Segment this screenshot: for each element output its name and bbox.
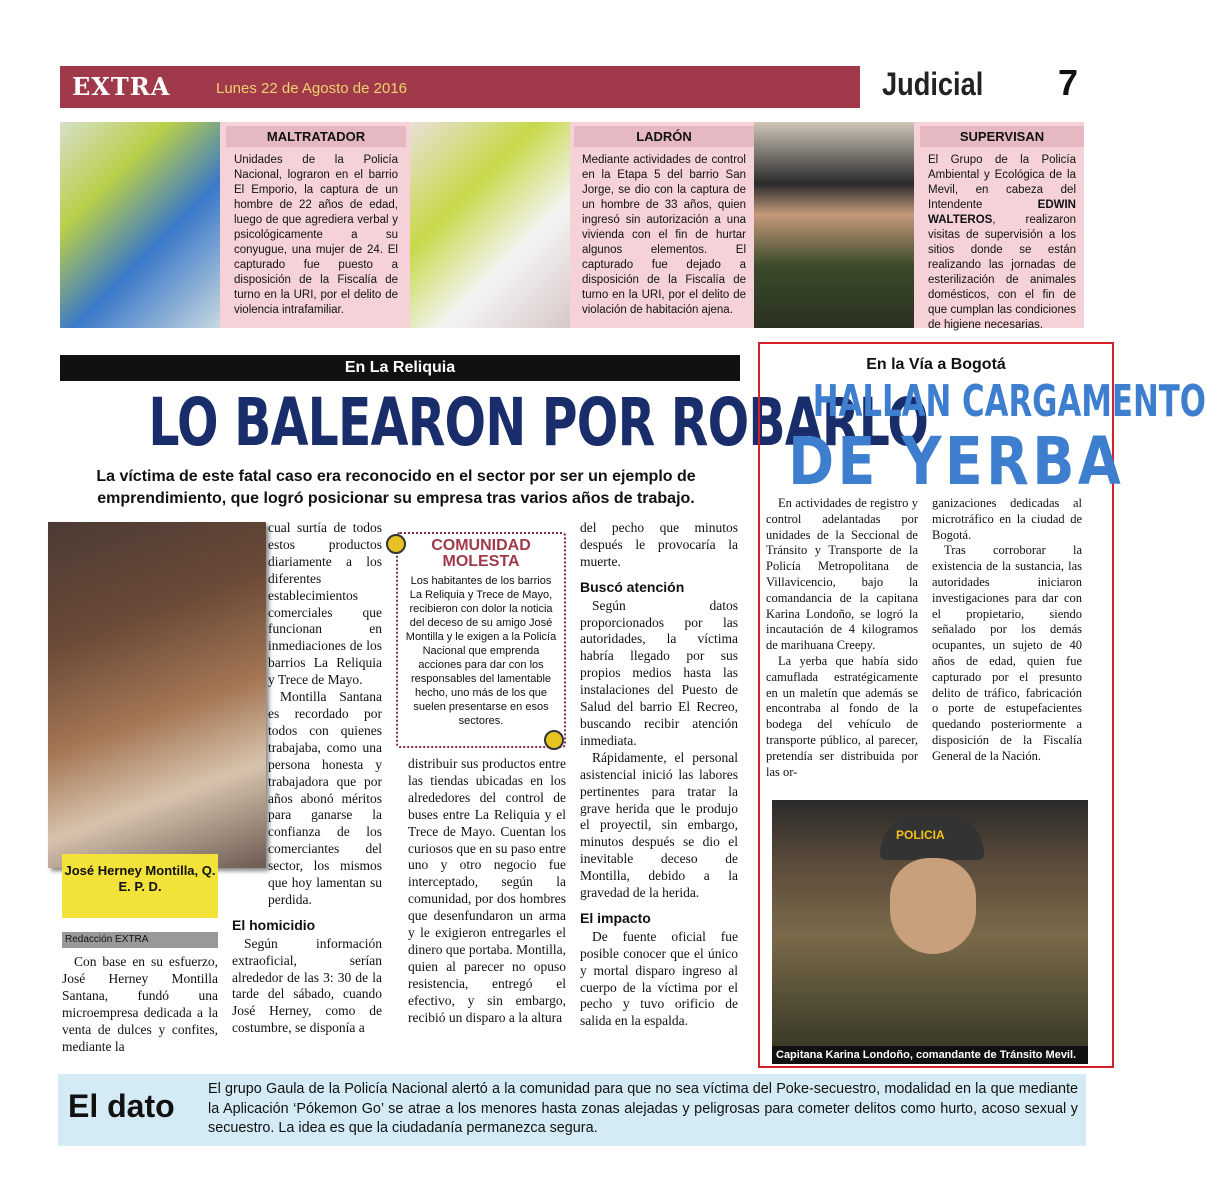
- captain-photo: [772, 800, 1088, 1046]
- paragraph: cual surtía de todos estos productos diariamente a los diferentes establecimientos comerciales que funcionan en inmediaciones de los barrios La Reliquia y Trece de Mayo.: [268, 520, 382, 688]
- side-article-column-1: [766, 496, 918, 780]
- brief-supervisan: [920, 122, 1084, 331]
- paragraph: De fuente oficial fue posible conocer que el único y mortal disparo ingreso al cuerpo de la víctima por el pecho y tuvo orificio de salida en la espalda.: [580, 928, 738, 1029]
- main-article-column-3: [408, 756, 566, 1027]
- briefs-strip: [60, 122, 1084, 331]
- main-article-headline: LO BALEARON POR ROBARLO: [148, 384, 929, 461]
- paragraph: Según datos proporcionados por las autoridades, la víctima habría llegado por sus propios medios hasta las instalaciones del Puesto de Salud del barrio El Recreo, buscando recibir atención inmediata.: [580, 597, 738, 748]
- brief-body-name: EDWIN WALTEROS: [928, 199, 1076, 226]
- main-article-column-2: [232, 520, 382, 1037]
- paragraph: La yerba que había sido camuflada estratégicamente en un maletín que además se encontraba al fondo de la bodega del vehículo de transporte público, al parecer, pretendía ser distribuida por las or-: [766, 653, 918, 779]
- subheading-busco-atencion: Buscó atención: [580, 578, 685, 595]
- decorative-dot-icon: [544, 730, 564, 750]
- section-title: Judicial: [882, 66, 984, 102]
- captain-face: [890, 858, 976, 954]
- el-dato-text: El grupo Gaula de la Policía Nacional alertó a la comunidad para que no sea víctima del Poke-secuestro, modalidad en la que mediante la Aplicación ‘Pókemon Go’ se atrae a los menores hasta zonas alejadas y peligrosas para cometer delitos como hurto, acoso sexual y secuestro. La idea es que la ciudadanía permanezca segura.: [208, 1081, 1078, 1136]
- brief-ladron: [574, 122, 754, 328]
- subheading-homicidio: El homicidio: [232, 916, 316, 933]
- byline: Redacción EXTRA: [62, 932, 218, 948]
- brief-maltratador: [226, 122, 406, 328]
- paragraph: del pecho que minutos después le provocaría la muerte.: [580, 520, 738, 569]
- brief-title: MALTRATADOR: [226, 126, 406, 147]
- brief-photo-maltratador: [60, 122, 220, 328]
- side-article-column-2: [932, 496, 1082, 765]
- side-article-headline-line-1: HALLAN CARGAMENTO: [812, 376, 1206, 427]
- main-article-column-4: [580, 520, 738, 1030]
- brief-photo-ladron: [410, 122, 570, 328]
- victim-photo-caption: José Herney Montilla, Q. E. P. D.: [62, 854, 218, 918]
- paragraph: Con base en su esfuerzo, José Herney Montilla Santana, fundó una microempresa dedicada a la venta de dulces y confites, mediante la: [62, 954, 218, 1054]
- section-box: [860, 62, 1084, 108]
- subheading-el-impacto: El impacto: [580, 909, 651, 926]
- paragraph: ganizaciones dedicadas al microtráfico en la ciudad de Bogotá.: [932, 496, 1082, 542]
- side-article-headline-line-2: DE YERBA: [788, 423, 1125, 500]
- brief-body-start: El Grupo de la Policía Ambiental y Ecológica de la Mevil, en cabeza del Intendente: [928, 154, 1076, 211]
- paragraph: Según información extraoficial, serían alrededor de las 3: 30 de la tarde del sábado, cuando José Herney, como de costumbre, se disponía a: [232, 935, 382, 1036]
- police-cap: [880, 814, 984, 860]
- paragraph: Tras corroborar la existencia de la sustancia, las autoridades iniciaron investigaciones para dar con el propietario, siendo señalado por los demás ocupantes, un sujeto de 40 años de edad, quien fue capturado por el presunto delito de tráfico, fabricación o porte de estupefacientes quedando posteriormente a disposición de la Fiscalía General de la Nación.: [932, 543, 1082, 763]
- brief-photo-supervisan: [754, 122, 914, 328]
- main-article-column-1: [62, 954, 218, 1055]
- side-article: [758, 342, 1206, 1068]
- brief-body: Mediante actividades de control en la Etapa 5 del barrio San Jorge, se dio con la captura de un hombre de 33 años, quien ingresó sin autorización a una vivienda con el fin de hurtar algunos elementos. El capturado fue dejado a disposición de la Fiscalía de turno en la URI, por el delito de violación de habitación ajena.: [582, 154, 746, 316]
- main-article-kicker: En La Reliquia: [60, 355, 740, 381]
- brief-title: LADRÓN: [574, 126, 754, 147]
- brief-body: [928, 153, 1076, 333]
- el-dato-box: [58, 1074, 1086, 1146]
- page-number: 7: [1057, 62, 1078, 103]
- sidebar-title: COMUNIDAD MOLESTA: [431, 537, 531, 570]
- decorative-dot-icon: [386, 534, 406, 554]
- brief-body: Unidades de la Policía Nacional, lograron en el barrio El Emporio, la captura de un hombre de 22 años de edad, luego de que agrediera verbal y psicológicamente a su conyugue, una mujer de 24. El capturado fue puesto a disposición de la Fiscalía de turno en la URI, por el delito de violencia intrafamiliar.: [234, 154, 398, 316]
- captain-photo-caption: Capitana Karina Londoño, comandante de Tránsito Mevil.: [772, 1046, 1088, 1064]
- paragraph: distribuir sus productos entre las tiendas ubicadas en los alrededores del control de buses entre La Reliquia y el Trece de Mayo. Cuentan los curiosos que en su paso entre uno y otro negocio fue interceptado, según la comunidad, por dos hombres que desenfundaron un arma y le exigieron entregarles el dinero que portaba. Montilla, quien al parecer no opuso resistencia, entregó el efectivo, y sin embargo, recibió un disparo a la altura: [408, 756, 566, 1025]
- side-article-kicker: En la Vía a Bogotá: [866, 356, 1006, 373]
- sidebar-text: Los habitantes de los barrios La Reliquia y Trece de Mayo, recibieron con dolor la noticia del deceso de su amigo José Montilla y le exigen a la Policía Nacional que emprenda acciones para dar con los responsables del lamentable hecho, uno más de los que suelen presentarse en esos sectores.: [405, 575, 557, 727]
- sidebar-comunidad-molesta: [396, 532, 566, 748]
- brief-title: SUPERVISAN: [920, 126, 1084, 147]
- el-dato-label: El dato: [68, 1088, 175, 1124]
- paragraph: En actividades de registro y control adelantadas por unidades de la Seccional de Tránsito y Transporte de la Policía Metropolitana de Villavicencio, bajo la comandancia de la capitana Karina Londoño, se logró la incautación de 4 kilogramos de marihuana Creepy.: [766, 496, 918, 653]
- brief-body-end: , realizaron visitas de supervisión a los sitios donde se están realizando las jornadas de esterilización de animales domésticos, con el fin de que cumplan las condiciones de higiene necesarias.: [928, 214, 1076, 331]
- main-article-subheadline: La víctima de este fatal caso era reconocido en el sector por ser un ejemplo de emprendimiento, que logró posicionar su empresa tras varios años de trabajo.: [96, 468, 696, 507]
- newspaper-logo: EXTRA: [72, 72, 171, 101]
- issue-date: Lunes 22 de Agosto de 2016: [216, 80, 408, 97]
- paragraph: Montilla Santana es recordado por todos con quienes trabajaba, como una persona honesta y trabajadora que por años abonó méritos para ganarse la confianza de los comerciantes del sector, los mismos que hoy lamentan su perdida.: [268, 689, 382, 907]
- paragraph: Rápidamente, el personal asistencial inició las labores pertinentes para tratar la grave herida que le produjo el proyectil, sin embargo, minutos después se dio el inevitable deceso de Montilla, debido a la gravedad de la herida.: [580, 749, 738, 901]
- police-cap-text: POLICIA: [896, 828, 945, 842]
